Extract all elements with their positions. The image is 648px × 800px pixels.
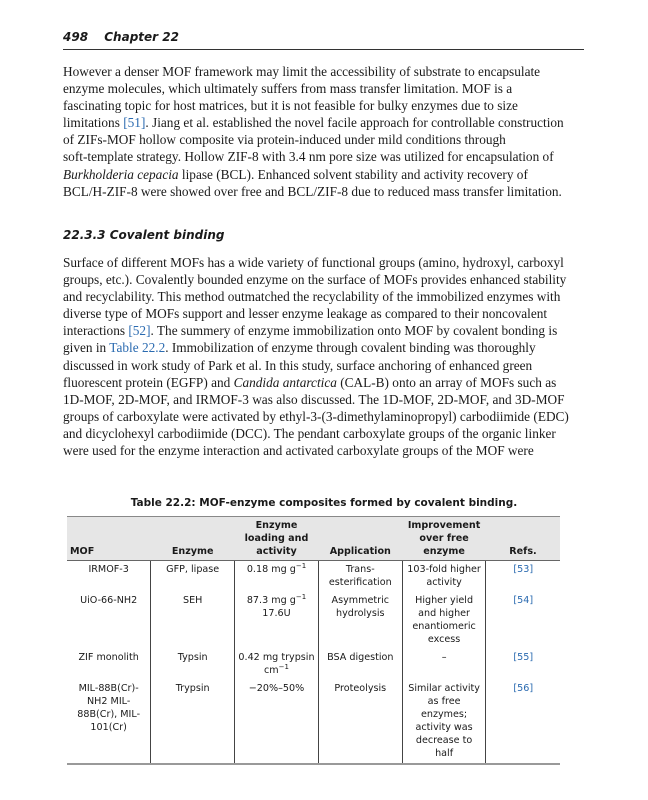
activity-value: 17.6U [262, 608, 291, 619]
cell-enzyme: SEH [151, 592, 235, 649]
text-segment: interactions [63, 323, 129, 339]
cell-mof: ZIF monolith [78, 652, 139, 663]
paragraph-1 [63, 63, 593, 200]
text-line [63, 425, 593, 442]
cell-ref[interactable]: [54] [486, 592, 560, 649]
cell-enzyme: Trypsin [151, 680, 235, 764]
cell-ref[interactable]: [56] [486, 680, 560, 764]
text-line [63, 166, 593, 183]
superscript: −1 [295, 593, 307, 601]
text-line [63, 131, 593, 148]
text-line [63, 271, 593, 288]
text-segment: diverse type of MOFs support and lesser enzyme leakage as compared to their noncovalent [63, 306, 548, 322]
text-line [63, 305, 593, 322]
text-segment: limitations [63, 115, 124, 131]
chapter-title: Chapter 22 [104, 30, 179, 44]
reference-link[interactable]: Table 22.2 [109, 340, 166, 356]
text-line [63, 63, 593, 80]
text-line [63, 254, 593, 271]
table-row [67, 680, 560, 764]
table-row [67, 649, 560, 680]
text-line [63, 357, 593, 374]
cell-mof: MIL-88B(Cr)-NH2 MIL-88B(Cr), MIL-101(Cr) [67, 680, 151, 764]
text-segment: given in [63, 340, 110, 356]
cell-loading: 0.42 mg trypsin $cm^{-1}$ [235, 649, 319, 680]
table-header-row [67, 517, 560, 561]
table-row [67, 561, 560, 593]
text-segment: of ZIFs-MOF hollow composite via protein-induced under mild conditions through [63, 132, 506, 148]
col-header-improvement: Improvement over free enzyme [402, 517, 486, 561]
text-segment: . Jiang et al. established the novel facile approach for controllable construction [145, 115, 564, 131]
text-segment: discussed in work study of Park et al. In this study, surface anchoring of enhanced green [63, 357, 533, 373]
table-row [67, 592, 560, 649]
cell-application: Trans-esterification [318, 561, 402, 593]
cell-loading: 87.3 mg $g^{-1}$ 17.6U [235, 592, 319, 649]
col-header-application: Application [318, 517, 402, 561]
cell-improvement: 103-fold higher activity [402, 561, 486, 593]
cell-improvement: Higher yield and higher enantiomeric excess [402, 592, 486, 649]
cell-loading: −20%–50% [235, 680, 319, 764]
col-header-mof: MOF [67, 517, 151, 561]
text-segment: . Immobilization of enzyme through covalent binding was thoroughly [165, 340, 536, 356]
text-line [63, 288, 593, 305]
cell-enzyme: Typsin [151, 649, 235, 680]
text-segment: . The summery of enzyme immobilization onto MOF by covalent bonding is [150, 323, 558, 339]
text-segment: 1D-MOF, 2D-MOF, and IRMOF-3 was also discussed. The 1D-MOF, 2D-MOF, and 3D-MOF [63, 391, 565, 407]
section-heading: 22.3.3 Covalent binding [63, 228, 225, 242]
cell-application: BSA digestion [318, 649, 402, 680]
header-rule [63, 49, 584, 50]
col-header-enzyme: Enzyme [151, 517, 235, 561]
italic-text: Candida antarctica [233, 374, 337, 390]
text-line [63, 183, 593, 200]
data-table [67, 516, 560, 765]
superscript: −1 [278, 663, 289, 671]
text-segment: enzyme molecules, which ultimately suffers from mass transfer limitation. MOF is a [63, 81, 513, 97]
running-header [63, 30, 191, 44]
text-segment: soft-template strategy. Hollow ZIF-8 with 3.4 nm pore size was utilized for encapsulation of [63, 149, 554, 165]
text-segment: were used for the enzyme interaction and activated carboxylate groups of the MOF were [63, 443, 534, 459]
text-line [63, 442, 593, 459]
cell-mof: IRMOF-3 [88, 564, 129, 575]
cell-application: Asymmetric hydrolysis [318, 592, 402, 649]
cell-enzyme: GFP, lipase [151, 561, 235, 593]
text-line [63, 374, 593, 391]
italic-text: Burkholderia cepacia [63, 166, 179, 182]
cell-application: Proteolysis [318, 680, 402, 764]
text-segment: BCL/H-ZIF-8 were showed over free and BCL/ZIF-8 due to reduced mass transfer limitation. [63, 183, 562, 199]
text-segment: groups of carboxylate were activated by ethyl-3-(3-dimethylaminopropyl) carbodiimide (EDC) [63, 408, 569, 424]
cell-mof: UiO-66-NH2 [80, 595, 138, 606]
reference-link[interactable]: [52] [128, 323, 151, 339]
text-line [63, 114, 593, 131]
paragraph-2 [63, 254, 593, 459]
text-line [63, 339, 593, 356]
text-line [63, 408, 593, 425]
reference-link[interactable]: [51] [123, 115, 146, 131]
text-segment: and dicyclohexyl carbodiimide (DCC). The pendant carboxylate groups of the organic linker [63, 425, 556, 441]
text-segment: fascinating topic for host matrices, but it is not feasible for bulky enzymes due to size [63, 98, 518, 114]
text-segment: Surface of different MOFs has a wide variety of functional groups (amino, hydroxyl, carboxyl [63, 255, 564, 270]
text-line [63, 391, 593, 408]
cell-improvement: Similar activity as free enzymes; activity was decrease to half [402, 680, 486, 764]
cell-improvement: – [402, 649, 486, 680]
text-segment: groups, etc.). Covalently bounded enzyme on the surface of MOFs provides enhanced stability [63, 272, 567, 288]
col-header-loading: Enzyme loading and activity [235, 517, 319, 561]
text-line [63, 148, 593, 165]
text-segment: (CAL-B) onto an array of MOFs such as [336, 374, 557, 390]
text-line [63, 80, 593, 97]
text-line [63, 322, 593, 339]
text-segment: lipase (BCL). Enhanced solvent stability and activity recovery of [178, 166, 528, 182]
cell-ref[interactable]: [55] [486, 649, 560, 680]
page-number: 498 [63, 30, 89, 44]
col-header-refs: Refs. [486, 517, 560, 561]
cell-ref[interactable]: [53] [486, 561, 560, 593]
cell-loading: 0.18 mg $g^{-1}$ [235, 561, 319, 593]
table-caption: Table 22.2: MOF-enzyme composites formed by covalent binding. [130, 497, 518, 509]
text-segment: fluorescent protein (EGFP) and [63, 374, 234, 390]
text-line [63, 97, 593, 114]
text-segment: However a denser MOF framework may limit the accessibility of substrate to encapsulate [63, 64, 541, 79]
text-segment: and recyclability. This method outmatched the recyclability of the immobilized enzymes with [63, 289, 561, 305]
superscript: −1 [295, 562, 307, 570]
